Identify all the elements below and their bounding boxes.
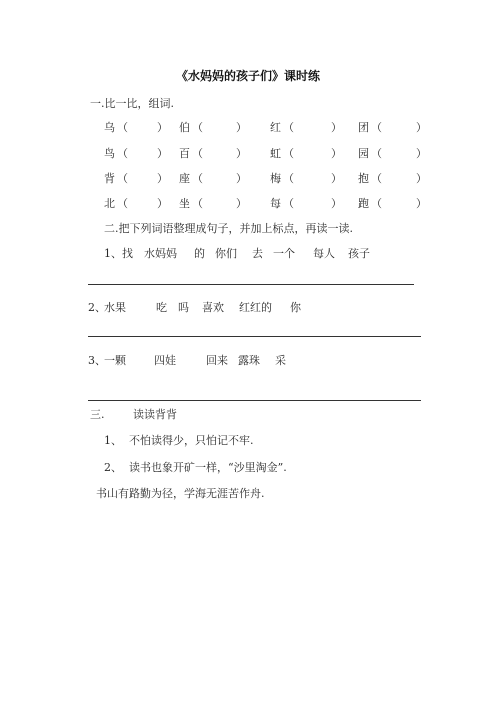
item-number: 2、 [104, 461, 122, 474]
item-number: 1、 [104, 247, 122, 260]
word-chip: 孩子 [348, 247, 370, 260]
open-paren: （ [192, 147, 203, 160]
section3-title: 读读背背 [133, 408, 177, 421]
word-chip: 吗 [178, 301, 189, 314]
open-paren: （ [117, 121, 128, 134]
close-paren: ） [236, 121, 247, 134]
open-paren: （ [283, 197, 294, 210]
page-title: 《水妈妈的孩子们》课时练 [175, 69, 320, 83]
word-chip: 回来 [206, 354, 228, 367]
grid-char: 跑 [358, 197, 369, 210]
grid-char: 园 [358, 147, 369, 160]
open-paren: （ [117, 147, 128, 160]
word-chip: 吃 [156, 301, 167, 314]
open-paren: （ [283, 147, 294, 160]
close-paren: ） [236, 147, 247, 160]
word-chip: 水果 [104, 301, 126, 314]
word-chip: 的 [194, 247, 205, 260]
answer-line [88, 400, 421, 401]
grid-char: 鸟 [104, 147, 115, 160]
close-paren: ） [331, 147, 342, 160]
open-paren: （ [192, 172, 203, 185]
word-chip: 喜欢 [202, 301, 224, 314]
section2-heading: 二.把下列词语整理成句子，并加上标点，再读一读. [104, 222, 353, 235]
close-paren: ） [416, 197, 427, 210]
grid-char: 团 [358, 121, 369, 134]
grid-char: 乌 [104, 121, 115, 134]
closing-proverb: 书山有路勤为径，学海无涯苦作舟. [96, 487, 265, 500]
close-paren: ） [157, 172, 168, 185]
close-paren: ） [331, 172, 342, 185]
word-chip: 露珠 [238, 354, 260, 367]
proverb-text: 不怕读得少，只怕记不牢. [129, 434, 254, 447]
close-paren: ） [331, 197, 342, 210]
item-number: 3、 [88, 354, 106, 367]
word-chip: 去 [252, 247, 263, 260]
word-chip: 一个 [273, 247, 295, 260]
close-paren: ） [157, 121, 168, 134]
grid-char: 虹 [270, 147, 281, 160]
open-paren: （ [283, 121, 294, 134]
proverb-text: 读书也象开矿一样，“沙里淘金”. [129, 461, 287, 474]
word-chip: 你 [290, 301, 301, 314]
grid-char: 坐 [179, 197, 190, 210]
open-paren: （ [117, 197, 128, 210]
section3-number: 三. [90, 408, 105, 421]
word-chip: 红红的 [239, 301, 272, 314]
item-number: 1、 [104, 434, 122, 447]
answer-line [88, 336, 421, 337]
open-paren: （ [371, 197, 382, 210]
word-chip: 你们 [215, 247, 237, 260]
open-paren: （ [371, 172, 382, 185]
word-chip: 水妈妈 [144, 247, 177, 260]
open-paren: （ [371, 121, 382, 134]
grid-char: 伯 [179, 121, 190, 134]
word-chip: 四娃 [154, 354, 176, 367]
open-paren: （ [117, 172, 128, 185]
grid-char: 梅 [270, 172, 281, 185]
open-paren: （ [283, 172, 294, 185]
word-chip: 每人 [313, 247, 335, 260]
grid-char: 座 [179, 172, 190, 185]
close-paren: ） [416, 121, 427, 134]
grid-char: 百 [179, 147, 190, 160]
grid-char: 每 [270, 197, 281, 210]
grid-char: 背 [104, 172, 115, 185]
grid-char: 抱 [358, 172, 369, 185]
close-paren: ） [157, 197, 168, 210]
open-paren: （ [371, 147, 382, 160]
open-paren: （ [192, 197, 203, 210]
answer-line [88, 284, 414, 285]
close-paren: ） [416, 172, 427, 185]
item-number: 2、 [88, 301, 106, 314]
word-chip: 找 [122, 247, 133, 260]
grid-char: 北 [104, 197, 115, 210]
close-paren: ） [157, 147, 168, 160]
word-chip: 一颗 [104, 354, 126, 367]
close-paren: ） [236, 172, 247, 185]
grid-char: 红 [270, 121, 281, 134]
close-paren: ） [236, 197, 247, 210]
close-paren: ） [416, 147, 427, 160]
section1-heading: 一.比一比，组词. [90, 97, 174, 110]
close-paren: ） [331, 121, 342, 134]
open-paren: （ [192, 121, 203, 134]
word-chip: 采 [275, 354, 286, 367]
